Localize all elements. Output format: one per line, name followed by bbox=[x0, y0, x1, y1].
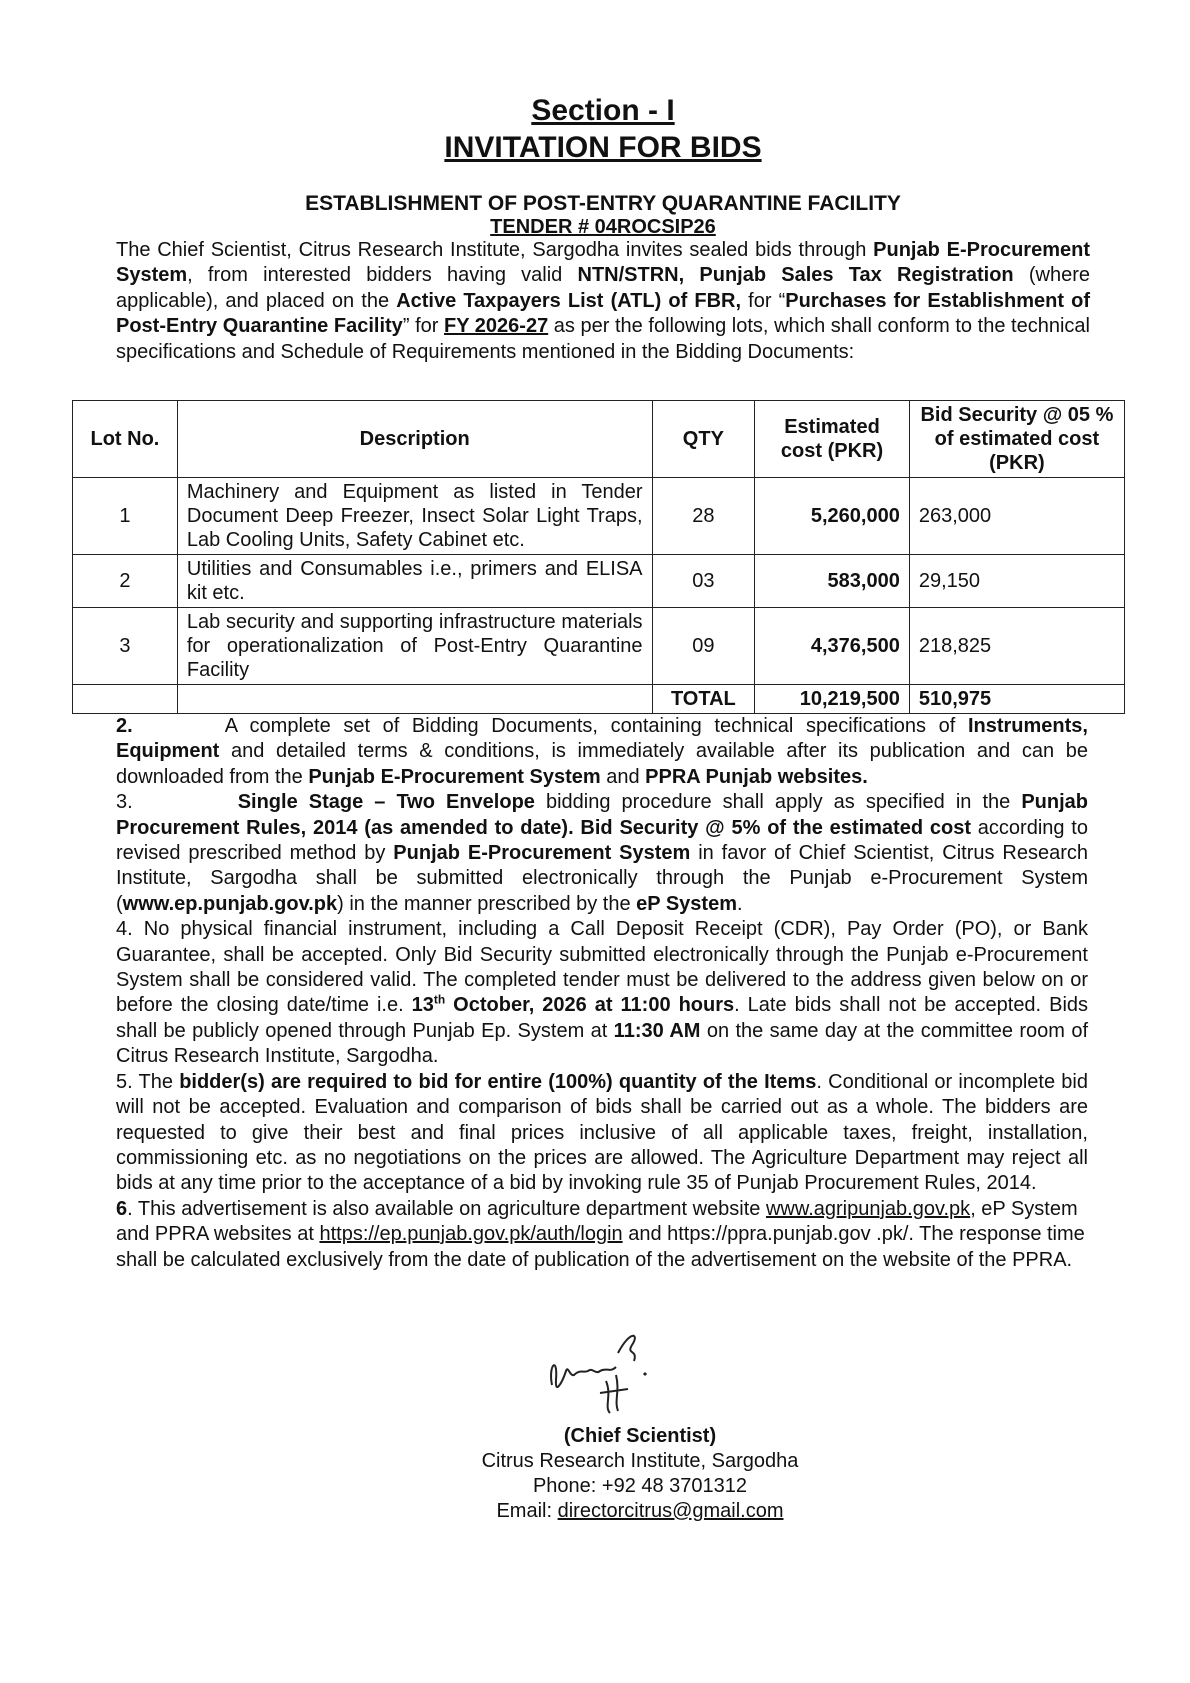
email-link[interactable]: directorcitrus@gmail.com bbox=[557, 1500, 784, 1522]
signatory-email-line: Email: directorcitrus@gmail.com bbox=[496, 1500, 784, 1522]
agripunjab-link[interactable]: www.agripunjab.gov.pk bbox=[765, 1197, 971, 1220]
signature-image bbox=[540, 1325, 740, 1420]
document-header bbox=[116, 92, 1090, 365]
table-row bbox=[73, 478, 1125, 555]
lot-qty: 09 bbox=[652, 608, 755, 685]
signatory-institute: Citrus Research Institute, Sargodha bbox=[481, 1450, 799, 1472]
signatory-block bbox=[420, 1424, 860, 1524]
table-header-row bbox=[73, 401, 1125, 478]
lot-number: 1 bbox=[73, 478, 178, 555]
lot-description: Machinery and Equipment as listed in Tender Document Deep Freezer, Insect Solar Light Traps, Lab Cooling Units, Safety Cabinet etc. bbox=[177, 478, 652, 555]
lot-qty: 28 bbox=[652, 478, 755, 555]
section-title: Section - I bbox=[531, 94, 675, 127]
clause-2: 2. A complete set of Bidding Documents, containing technical specifications of Instruments, Equipment and detailed terms & conditions, is immediately available after its publication and can be downloaded from the Punjab E-Procurement System and PPRA Punjab websites. bbox=[116, 715, 1088, 788]
total-label: TOTAL bbox=[652, 685, 755, 714]
lot-security: 263,000 bbox=[909, 478, 1124, 555]
clause-3: 3. Single Stage – Two Envelope bidding procedure shall apply as specified in the Punjab Procurement Rules, 2014 (as amended to date). Bid Security @ 5% of the estimated cost according to revised prescribed method by Punjab E-Procurement System in favor of Chief Scientist, Citrus Research Institute, Sargodha shall be submitted electronically through the Punjab e-Procurement System (www.ep.punjab.gov.pk) in the manner prescribed by the eP System. bbox=[116, 791, 1088, 915]
tender-number: TENDER # 04ROCSIP26 bbox=[490, 216, 716, 238]
lots-table bbox=[72, 400, 1125, 714]
clause-4: 4. No physical financial instrument, including a Call Deposit Receipt (CDR), Pay Order (PO), or Bank Guarantee, shall be accepted. Only Bid Security submitted electronically through the Punjab e-Procurement System shall be considered valid. The completed tender must be delivered to the address given below on or before the closing date/time i.e. 13th October, 2026 at 11:00 hours. Late bids shall not be accepted. Bids shall be publicly opened through Punjab Ep. System at 11:30 AM on the same day at the committee room of Citrus Research Institute, Sargodha. bbox=[116, 918, 1089, 1068]
table-row bbox=[73, 608, 1125, 685]
header-security: Bid Security @ 05 % of estimated cost (PKR) bbox=[909, 401, 1124, 478]
ep-punjab-link[interactable]: https://ep.punjab.gov.pk/auth/login bbox=[319, 1223, 623, 1246]
table-row bbox=[73, 555, 1125, 608]
lot-security: 29,150 bbox=[909, 555, 1124, 608]
lot-qty: 03 bbox=[652, 555, 755, 608]
subject-heading: ESTABLISHMENT OF POST-ENTRY QUARANTINE FACILITY bbox=[305, 192, 901, 215]
lot-description: Lab security and supporting infrastructure materials for operationalization of Post-Entry Quarantine Facility bbox=[177, 608, 652, 685]
clause-5: 5. The bidder(s) are required to bid for entire (100%) quantity of the Items. Conditional or incomplete bid will not be accepted. Evaluation and comparison of bids shall be carried out as a whole. The bidders are requested to give their best and final prices inclusive of all applicable taxes, freight, installation, commissioning etc. as no negotiations on the prices are allowed. The Agriculture Department may reject all bids at any time prior to the acceptance of a bid by invoking rule 35 of Punjab Procurement Rules, 2014. bbox=[116, 1070, 1088, 1195]
total-cost: 10,219,500 bbox=[755, 685, 910, 714]
total-security: 510,975 bbox=[909, 685, 1124, 714]
header-cost: Estimated cost (PKR) bbox=[755, 401, 910, 478]
header-lot: Lot No. bbox=[73, 401, 178, 478]
document-title: INVITATION FOR BIDS bbox=[444, 131, 762, 164]
lot-security: 218,825 bbox=[909, 608, 1124, 685]
header-description: Description bbox=[177, 401, 652, 478]
lot-cost: 4,376,500 bbox=[755, 608, 910, 685]
intro-paragraph: The Chief Scientist, Citrus Research Institute, Sargodha invites sealed bids through Punjab E-Procurement System, from interested bidders having valid NTN/STRN, Punjab Sales Tax Registration (where applicable), and placed on the Active Taxpayers List (ATL) of FBR, for “Purchases for Establishment of Post-Entry Quarantine Facility” for FY 2026-27 as per the following lots, which shall conform to the technical specifications and Schedule of Requirements mentioned in the Bidding Documents: bbox=[116, 239, 1091, 363]
signatory-phone: Phone: +92 48 3701312 bbox=[532, 1475, 748, 1497]
header-qty: QTY bbox=[652, 401, 755, 478]
lot-number: 3 bbox=[73, 608, 178, 685]
lot-number: 2 bbox=[73, 555, 178, 608]
signatory-designation: (Chief Scientist) bbox=[563, 1425, 717, 1447]
lot-cost: 5,260,000 bbox=[755, 478, 910, 555]
clause-6: 6. This advertisement is also available on agriculture department website www.agripunjab.gov.pk, eP System and PPRA websites at https://ep.punjab.gov.pk/auth/login and https://ppra.punjab.gov .pk/. The response time shall be calculated exclusively from the date of publication of the advertisement on the website of the PPRA. bbox=[116, 1197, 1085, 1271]
table-total-row bbox=[73, 685, 1125, 714]
lot-description: Utilities and Consumables i.e., primers and ELISA kit etc. bbox=[177, 555, 652, 608]
lot-cost: 583,000 bbox=[755, 555, 910, 608]
clauses bbox=[116, 714, 1088, 1273]
